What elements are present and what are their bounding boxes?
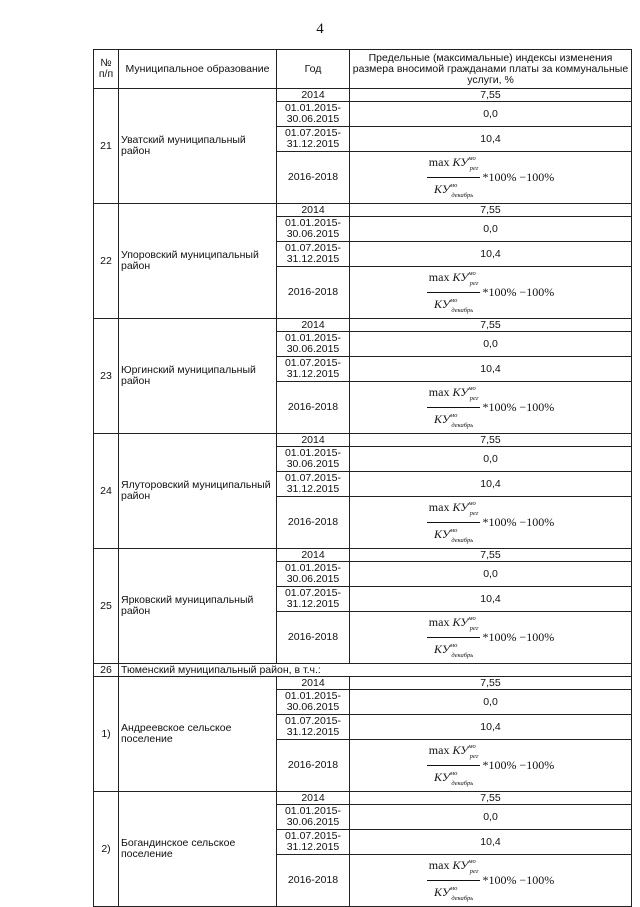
formula-ku: КУ	[434, 297, 450, 311]
table-body	[94, 89, 632, 907]
municipality-name: Андреевское сельское поселение	[119, 677, 277, 792]
period-cell: 01.07.2015-31.12.2015	[277, 715, 350, 740]
index-formula-cell	[350, 382, 632, 434]
formula-ku: КУ	[452, 615, 469, 629]
formula-sub-bottom: декабрь	[451, 537, 474, 544]
formula-tail: *100% −100%	[482, 873, 555, 887]
period-cell: 2016-2018	[277, 497, 350, 549]
index-value: 7,55	[350, 792, 632, 805]
index-value: 10,4	[350, 127, 632, 152]
formula-max: max	[428, 858, 450, 872]
index-formula-cell	[350, 740, 632, 792]
formula-ku: КУ	[452, 155, 469, 169]
formula-numerator	[427, 612, 481, 638]
period-cell: 2016-2018	[277, 612, 350, 664]
period-cell: 01.07.2015-31.12.2015	[277, 830, 350, 855]
formula-ku: КУ	[452, 858, 469, 872]
formula-max: max	[428, 155, 450, 169]
formula-tail: *100% −100%	[482, 285, 555, 299]
index-value: 0,0	[350, 447, 632, 472]
index-formula	[427, 152, 554, 203]
municipality-name: Ялуторовский муниципальный район	[119, 434, 277, 549]
formula-sub-top: рег	[469, 280, 479, 287]
index-formula-cell	[350, 497, 632, 549]
period-cell: 2014	[277, 319, 350, 332]
formula-ku: КУ	[452, 270, 469, 284]
index-value: 7,55	[350, 434, 632, 447]
index-value: 7,55	[350, 549, 632, 562]
formula-sub-bottom: декабрь	[451, 780, 474, 787]
period-cell: 01.07.2015-31.12.2015	[277, 127, 350, 152]
period-cell: 01.07.2015-31.12.2015	[277, 587, 350, 612]
formula-sup: мо	[449, 770, 458, 777]
index-value: 7,55	[350, 204, 632, 217]
row-number: 22	[94, 204, 119, 319]
header-name: Муниципальное образование	[119, 50, 277, 89]
period-cell: 2016-2018	[277, 152, 350, 204]
index-value: 0,0	[350, 805, 632, 830]
formula-fraction	[427, 740, 481, 791]
formula-sub-bottom: декабрь	[451, 422, 474, 429]
row-number: 25	[94, 549, 119, 664]
formula-denominator	[432, 293, 475, 318]
formula-sub-top: рег	[469, 868, 479, 875]
formula-sub-bottom: декабрь	[451, 192, 474, 199]
period-cell: 2014	[277, 434, 350, 447]
municipality-name: Юргинский муниципальный район	[119, 319, 277, 434]
index-value: 0,0	[350, 562, 632, 587]
table-row	[94, 89, 632, 102]
formula-sup: мо	[468, 385, 476, 392]
index-formula	[427, 382, 554, 433]
formula-numerator	[427, 740, 481, 766]
index-formula	[427, 855, 554, 906]
formula-ku: КУ	[434, 527, 450, 541]
tariff-index-table	[93, 49, 632, 907]
formula-sup: мо	[468, 500, 476, 507]
page-number: 4	[316, 21, 324, 37]
formula-tail: *100% −100%	[482, 515, 555, 529]
index-formula	[427, 267, 554, 318]
period-cell: 01.01.2015-30.06.2015	[277, 102, 350, 127]
municipality-name: Уватский муниципальный район	[119, 89, 277, 204]
table-row	[94, 319, 632, 332]
formula-sup: мо	[449, 297, 458, 304]
formula-sup: мо	[468, 270, 476, 277]
period-cell: 2014	[277, 677, 350, 690]
formula-numerator	[427, 855, 481, 881]
index-value: 10,4	[350, 715, 632, 740]
table-row	[94, 204, 632, 217]
formula-ku: КУ	[452, 500, 469, 514]
index-formula	[427, 612, 554, 663]
index-value: 7,55	[350, 319, 632, 332]
row-number: 24	[94, 434, 119, 549]
formula-max: max	[428, 500, 450, 514]
formula-tail: *100% −100%	[482, 400, 555, 414]
index-formula-cell	[350, 855, 632, 907]
formula-ku: КУ	[434, 770, 450, 784]
row-number: 21	[94, 89, 119, 204]
formula-fraction	[427, 152, 481, 203]
period-cell: 01.01.2015-30.06.2015	[277, 690, 350, 715]
period-cell: 01.01.2015-30.06.2015	[277, 332, 350, 357]
row-number: 2)	[94, 792, 119, 907]
period-cell: 01.01.2015-30.06.2015	[277, 447, 350, 472]
section-label: Тюменский муниципальный район, в т.ч.:	[119, 664, 632, 677]
index-value: 10,4	[350, 242, 632, 267]
formula-sup: мо	[449, 412, 458, 419]
formula-tail: *100% −100%	[482, 170, 555, 184]
formula-denominator	[432, 523, 475, 548]
formula-sup: мо	[468, 858, 476, 865]
formula-fraction	[427, 855, 481, 906]
formula-denominator	[432, 881, 475, 906]
formula-ku: КУ	[434, 885, 450, 899]
period-cell: 2014	[277, 204, 350, 217]
index-formula-cell	[350, 152, 632, 204]
municipality-name: Упоровский муниципальный район	[119, 204, 277, 319]
formula-sup: мо	[449, 885, 458, 892]
formula-fraction	[427, 497, 481, 548]
municipality-name: Богандинское сельское поселение	[119, 792, 277, 907]
period-cell: 2016-2018	[277, 740, 350, 792]
period-cell: 01.01.2015-30.06.2015	[277, 805, 350, 830]
index-value: 0,0	[350, 332, 632, 357]
formula-numerator	[427, 497, 481, 523]
index-value: 0,0	[350, 102, 632, 127]
formula-tail: *100% −100%	[482, 630, 555, 644]
formula-denominator	[432, 178, 475, 203]
period-cell: 2016-2018	[277, 382, 350, 434]
period-cell: 2014	[277, 89, 350, 102]
index-formula-cell	[350, 267, 632, 319]
index-value: 0,0	[350, 217, 632, 242]
table-row	[94, 434, 632, 447]
index-formula	[427, 740, 554, 791]
period-cell: 01.01.2015-30.06.2015	[277, 217, 350, 242]
formula-sub-top: рег	[469, 753, 479, 760]
index-value: 0,0	[350, 690, 632, 715]
formula-ku: КУ	[434, 412, 450, 426]
formula-fraction	[427, 267, 481, 318]
section-number: 26	[94, 664, 119, 677]
formula-denominator	[432, 766, 475, 791]
formula-max: max	[428, 385, 450, 399]
index-value: 10,4	[350, 357, 632, 382]
formula-sub-top: рег	[469, 510, 479, 517]
period-cell: 01.07.2015-31.12.2015	[277, 242, 350, 267]
formula-sub-top: рег	[469, 165, 479, 172]
table-row	[94, 792, 632, 805]
formula-sup: мо	[468, 615, 476, 622]
formula-max: max	[428, 743, 450, 757]
formula-max: max	[428, 615, 450, 629]
formula-sup: мо	[449, 182, 458, 189]
row-number: 23	[94, 319, 119, 434]
formula-fraction	[427, 612, 481, 663]
index-formula	[427, 497, 554, 548]
formula-denominator	[432, 408, 475, 433]
formula-fraction	[427, 382, 481, 433]
row-number: 1)	[94, 677, 119, 792]
formula-ku: КУ	[434, 642, 450, 656]
index-value: 10,4	[350, 587, 632, 612]
section-row	[94, 664, 632, 677]
period-cell: 01.07.2015-31.12.2015	[277, 472, 350, 497]
period-cell: 01.01.2015-30.06.2015	[277, 562, 350, 587]
formula-ku: КУ	[434, 182, 450, 196]
formula-sup: мо	[468, 743, 476, 750]
formula-numerator	[427, 382, 481, 408]
period-cell: 2014	[277, 549, 350, 562]
index-value: 7,55	[350, 677, 632, 690]
period-cell: 2016-2018	[277, 855, 350, 907]
index-value: 7,55	[350, 89, 632, 102]
formula-sup: мо	[449, 642, 458, 649]
formula-sub-bottom: декабрь	[451, 307, 474, 314]
index-value: 10,4	[350, 472, 632, 497]
formula-numerator	[427, 152, 481, 178]
header-year: Год	[277, 50, 350, 89]
formula-sub-bottom: декабрь	[451, 652, 474, 659]
header-value: Предельные (максимальные) индексы изменения размера вносимой гражданами платы за коммунальные услуги, %	[350, 50, 632, 89]
table-row	[94, 677, 632, 690]
header-num: № п/п	[94, 50, 119, 89]
formula-sub-bottom: декабрь	[451, 895, 474, 902]
period-cell: 2014	[277, 792, 350, 805]
formula-max: max	[428, 270, 450, 284]
period-cell: 2016-2018	[277, 267, 350, 319]
index-value: 10,4	[350, 830, 632, 855]
table-header-row	[94, 50, 632, 89]
period-cell: 01.07.2015-31.12.2015	[277, 357, 350, 382]
formula-tail: *100% −100%	[482, 758, 555, 772]
formula-sub-top: рег	[469, 395, 479, 402]
index-formula-cell	[350, 612, 632, 664]
formula-sub-top: рег	[469, 625, 479, 632]
formula-sup: мо	[468, 155, 476, 162]
formula-ku: КУ	[452, 743, 469, 757]
formula-numerator	[427, 267, 481, 293]
formula-sup: мо	[449, 527, 458, 534]
municipality-name: Ярковский муниципальный район	[119, 549, 277, 664]
formula-ku: КУ	[452, 385, 469, 399]
formula-denominator	[432, 638, 475, 663]
table-row	[94, 549, 632, 562]
